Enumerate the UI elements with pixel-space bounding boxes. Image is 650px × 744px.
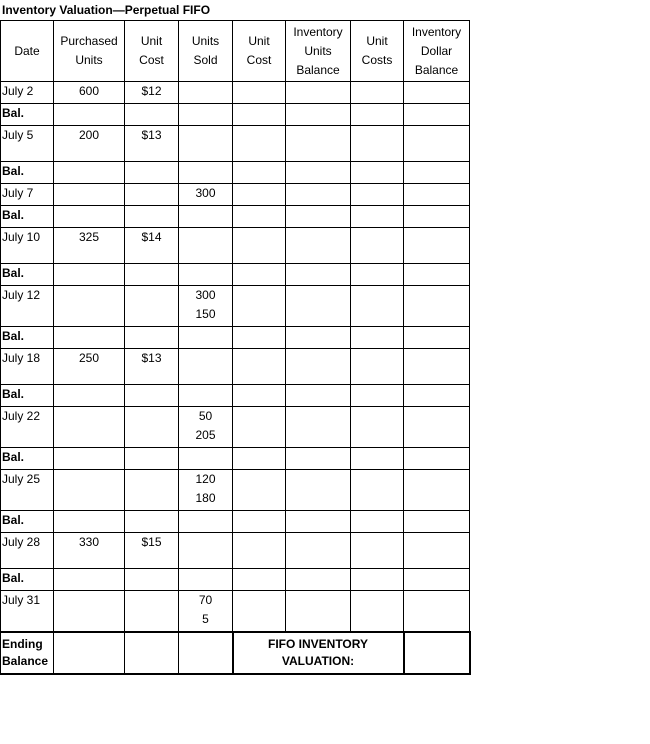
units-sold-cell (179, 228, 233, 264)
units-sold-value: 300 (195, 186, 216, 200)
inventory-units-balance-cell[interactable] (286, 82, 351, 104)
unit-cost-cell: $14 (125, 228, 179, 264)
inventory-units-balance-cell[interactable] (286, 385, 351, 407)
sold-unit-cost-cell[interactable] (233, 104, 286, 126)
inventory-units-balance-cell[interactable] (286, 264, 351, 286)
date-cell: July 22 (1, 407, 54, 448)
inventory-table (0, 20, 471, 675)
date-cell: July 10 (1, 228, 54, 264)
header-date: Date (1, 21, 54, 82)
date-cell: July 12 (1, 286, 54, 327)
sold-unit-cost-cell[interactable] (233, 407, 286, 448)
transaction-row (1, 82, 470, 104)
transaction-row (1, 591, 470, 633)
date-cell: Bal. (1, 511, 54, 533)
balance-row (1, 385, 470, 407)
units-sold-cell (179, 470, 233, 511)
inventory-units-balance-cell[interactable] (286, 184, 351, 206)
fifo-valuation-value[interactable] (404, 632, 470, 674)
purchased-units-cell: 600 (54, 82, 125, 104)
inventory-units-balance-cell[interactable] (286, 286, 351, 327)
purchased-units-cell (54, 184, 125, 206)
sold-unit-cost-cell[interactable] (233, 206, 286, 228)
unit-costs-cell[interactable] (351, 286, 404, 327)
sold-unit-cost-cell[interactable] (233, 448, 286, 470)
inventory-units-balance-cell[interactable] (286, 327, 351, 349)
sold-unit-cost-cell[interactable] (233, 162, 286, 184)
date-cell: July 7 (1, 184, 54, 206)
units-sold-cell[interactable] (179, 448, 233, 470)
inventory-units-balance-cell[interactable] (286, 228, 351, 264)
transaction-row (1, 349, 470, 385)
unit-costs-cell[interactable] (351, 126, 404, 162)
unit-cost-cell[interactable] (125, 264, 179, 286)
purchased-units-cell (54, 407, 125, 448)
units-sold-cell (179, 407, 233, 448)
header-inventory-dollar-balance: Inventory Dollar Balance (404, 21, 470, 82)
unit-costs-cell[interactable] (351, 511, 404, 533)
units-sold-value: 120 (195, 472, 216, 486)
inventory-dollar-balance-cell[interactable] (404, 569, 470, 591)
date-cell: Bal. (1, 162, 54, 184)
header-sold-unit-cost: Unit Cost (233, 21, 286, 82)
unit-cost-cell[interactable] (125, 511, 179, 533)
sold-unit-cost-cell[interactable] (233, 184, 286, 206)
purchased-units-cell[interactable] (54, 162, 125, 184)
inventory-dollar-balance-cell[interactable] (404, 407, 470, 448)
inventory-dollar-balance-cell[interactable] (404, 228, 470, 264)
inventory-dollar-balance-cell[interactable] (404, 533, 470, 569)
units-sold-cell (179, 126, 233, 162)
units-sold-cell (179, 184, 233, 206)
date-cell: Bal. (1, 448, 54, 470)
purchased-units-cell[interactable] (54, 569, 125, 591)
sold-unit-cost-cell[interactable] (233, 126, 286, 162)
unit-cost-cell: $13 (125, 126, 179, 162)
date-cell: Bal. (1, 385, 54, 407)
purchased-units-cell[interactable] (54, 448, 125, 470)
inventory-dollar-balance-cell[interactable] (404, 327, 470, 349)
unit-costs-cell[interactable] (351, 206, 404, 228)
transaction-row (1, 286, 470, 327)
page-title: Inventory Valuation—Perpetual FIFO (2, 3, 211, 17)
units-sold-cell[interactable] (179, 327, 233, 349)
purchased-units-cell: 330 (54, 533, 125, 569)
date-cell: July 5 (1, 126, 54, 162)
balance-row (1, 569, 470, 591)
balance-row (1, 448, 470, 470)
inventory-dollar-balance-cell[interactable] (404, 162, 470, 184)
purchased-units-cell[interactable] (54, 206, 125, 228)
purchased-units-cell[interactable] (54, 104, 125, 126)
unit-costs-cell[interactable] (351, 327, 404, 349)
balance-row (1, 511, 470, 533)
unit-costs-cell[interactable] (351, 228, 404, 264)
purchased-units-cell: 200 (54, 126, 125, 162)
inventory-dollar-balance-cell[interactable] (404, 264, 470, 286)
transaction-row (1, 184, 470, 206)
purchased-units-cell (54, 470, 125, 511)
fifo-valuation-label: FIFO INVENTORY VALUATION: (233, 632, 404, 674)
balance-row (1, 327, 470, 349)
inventory-units-balance-cell[interactable] (286, 591, 351, 633)
inventory-dollar-balance-cell[interactable] (404, 349, 470, 385)
units-sold-cell[interactable] (179, 104, 233, 126)
sold-unit-cost-cell[interactable] (233, 591, 286, 633)
inventory-dollar-balance-cell[interactable] (404, 184, 470, 206)
sold-unit-cost-cell[interactable] (233, 228, 286, 264)
inventory-units-balance-cell[interactable] (286, 162, 351, 184)
purchased-units-cell[interactable] (54, 264, 125, 286)
date-cell: July 18 (1, 349, 54, 385)
units-sold-value: 70 (198, 593, 213, 607)
unit-costs-cell[interactable] (351, 533, 404, 569)
units-sold-cell (179, 349, 233, 385)
unit-costs-cell[interactable] (351, 264, 404, 286)
purchased-units-cell: 325 (54, 228, 125, 264)
sold-unit-cost-cell[interactable] (233, 264, 286, 286)
inventory-units-balance-cell[interactable] (286, 511, 351, 533)
units-sold-value: 50 (198, 409, 213, 423)
ending-balance-row (1, 632, 470, 674)
transaction-row (1, 407, 470, 448)
inventory-units-balance-cell[interactable] (286, 470, 351, 511)
unit-costs-cell[interactable] (351, 591, 404, 633)
units-sold-cell (179, 286, 233, 327)
unit-costs-cell[interactable] (351, 569, 404, 591)
date-cell: Bal. (1, 206, 54, 228)
purchased-units-cell (54, 591, 125, 633)
inventory-units-balance-cell[interactable] (286, 533, 351, 569)
unit-cost-cell[interactable] (125, 206, 179, 228)
ending-cell[interactable] (125, 632, 179, 674)
inventory-dollar-balance-cell[interactable] (404, 511, 470, 533)
unit-cost-cell: $12 (125, 82, 179, 104)
inventory-dollar-balance-cell[interactable] (404, 470, 470, 511)
header-inventory-units-balance: Inventory Units Balance (286, 21, 351, 82)
sold-unit-cost-cell[interactable] (233, 511, 286, 533)
unit-cost-cell (125, 470, 179, 511)
unit-cost-cell (125, 591, 179, 633)
unit-costs-cell[interactable] (351, 385, 404, 407)
unit-cost-cell (125, 407, 179, 448)
transaction-row (1, 470, 470, 511)
sold-unit-cost-cell[interactable] (233, 470, 286, 511)
unit-cost-cell[interactable] (125, 385, 179, 407)
units-sold-cell[interactable] (179, 385, 233, 407)
unit-cost-cell[interactable] (125, 569, 179, 591)
balance-row (1, 206, 470, 228)
inventory-dollar-balance-cell[interactable] (404, 448, 470, 470)
unit-cost-cell[interactable] (125, 104, 179, 126)
ending-cell[interactable] (179, 632, 233, 674)
sold-unit-cost-cell[interactable] (233, 349, 286, 385)
inventory-units-balance-cell[interactable] (286, 448, 351, 470)
units-sold-cell[interactable] (179, 511, 233, 533)
date-cell: Bal. (1, 264, 54, 286)
units-sold-value: 205 (195, 428, 216, 442)
inventory-units-balance-cell[interactable] (286, 569, 351, 591)
purchased-units-cell (54, 286, 125, 327)
transaction-row (1, 126, 470, 162)
purchased-units-cell: 250 (54, 349, 125, 385)
units-sold-cell (179, 591, 233, 633)
unit-costs-cell[interactable] (351, 82, 404, 104)
unit-cost-cell: $13 (125, 349, 179, 385)
units-sold-value: 150 (195, 307, 216, 321)
inventory-units-balance-cell[interactable] (286, 407, 351, 448)
unit-cost-cell (125, 286, 179, 327)
date-cell: Bal. (1, 569, 54, 591)
inventory-units-balance-cell[interactable] (286, 104, 351, 126)
units-sold-cell[interactable] (179, 264, 233, 286)
units-sold-cell (179, 82, 233, 104)
header-units-sold: Units Sold (179, 21, 233, 82)
unit-costs-cell[interactable] (351, 407, 404, 448)
unit-costs-cell[interactable] (351, 470, 404, 511)
unit-cost-cell[interactable] (125, 327, 179, 349)
date-cell: Bal. (1, 327, 54, 349)
inventory-dollar-balance-cell[interactable] (404, 385, 470, 407)
date-cell: July 31 (1, 591, 54, 633)
sold-unit-cost-cell[interactable] (233, 286, 286, 327)
inventory-dollar-balance-cell[interactable] (404, 206, 470, 228)
sold-unit-cost-cell[interactable] (233, 82, 286, 104)
purchased-units-cell[interactable] (54, 327, 125, 349)
units-sold-cell[interactable] (179, 162, 233, 184)
purchased-units-cell[interactable] (54, 385, 125, 407)
sold-unit-cost-cell[interactable] (233, 385, 286, 407)
purchased-units-cell[interactable] (54, 511, 125, 533)
header-unit-cost: Unit Cost (125, 21, 179, 82)
units-sold-value: 300 (195, 288, 216, 302)
unit-cost-cell: $15 (125, 533, 179, 569)
date-cell: July 28 (1, 533, 54, 569)
units-sold-cell (179, 533, 233, 569)
unit-cost-cell[interactable] (125, 448, 179, 470)
unit-costs-cell[interactable] (351, 349, 404, 385)
sold-unit-cost-cell[interactable] (233, 533, 286, 569)
ending-balance-label: Ending Balance (1, 632, 54, 674)
transaction-row (1, 228, 470, 264)
unit-cost-cell (125, 184, 179, 206)
balance-row (1, 162, 470, 184)
inventory-dollar-balance-cell[interactable] (404, 82, 470, 104)
inventory-units-balance-cell[interactable] (286, 349, 351, 385)
transaction-row (1, 533, 470, 569)
inventory-dollar-balance-cell[interactable] (404, 126, 470, 162)
balance-row (1, 104, 470, 126)
balance-row (1, 264, 470, 286)
ending-cell[interactable] (54, 632, 125, 674)
inventory-units-balance-cell[interactable] (286, 126, 351, 162)
unit-costs-cell[interactable] (351, 448, 404, 470)
unit-costs-cell[interactable] (351, 104, 404, 126)
header-unit-costs: Unit Costs (351, 21, 404, 82)
units-sold-cell[interactable] (179, 206, 233, 228)
inventory-units-balance-cell[interactable] (286, 206, 351, 228)
units-sold-value: 5 (202, 612, 209, 626)
inventory-dollar-balance-cell[interactable] (404, 104, 470, 126)
header-row (1, 21, 470, 82)
units-sold-cell[interactable] (179, 569, 233, 591)
inventory-dollar-balance-cell[interactable] (404, 286, 470, 327)
inventory-dollar-balance-cell[interactable] (404, 591, 470, 633)
sold-unit-cost-cell[interactable] (233, 569, 286, 591)
units-sold-value: 180 (195, 491, 216, 505)
sold-unit-cost-cell[interactable] (233, 327, 286, 349)
unit-costs-cell[interactable] (351, 184, 404, 206)
header-purchased-units: Purchased Units (54, 21, 125, 82)
unit-costs-cell[interactable] (351, 162, 404, 184)
date-cell: July 2 (1, 82, 54, 104)
unit-cost-cell[interactable] (125, 162, 179, 184)
date-cell: Bal. (1, 104, 54, 126)
date-cell: July 25 (1, 470, 54, 511)
